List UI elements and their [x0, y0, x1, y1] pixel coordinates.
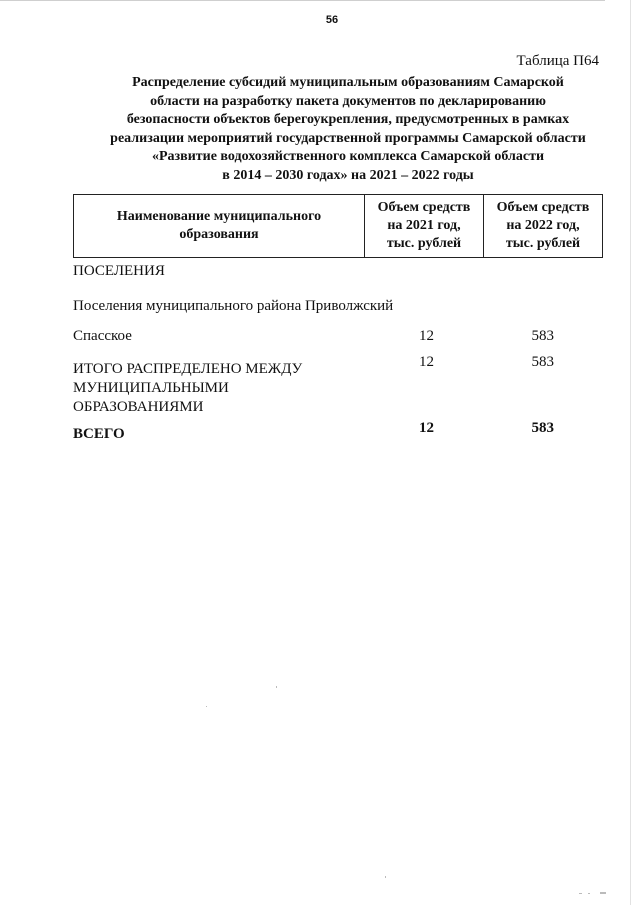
total-label: ВСЕГО — [73, 426, 125, 442]
header-name-column: Наименование муниципального образования — [74, 195, 365, 258]
table-header — [73, 194, 603, 258]
document-title — [86, 74, 610, 186]
section-heading: ПОСЕЛЕНИЯ — [73, 263, 165, 279]
scan-right-edge — [630, 0, 631, 905]
header-2022-column: Объем средств на 2022 год, тыс. рублей — [484, 195, 603, 258]
scan-speck — [385, 876, 386, 878]
scan-speck — [600, 892, 606, 894]
scan-speck — [276, 686, 277, 688]
subtotal-value-2022: 583 — [531, 354, 554, 370]
page-number: 56 — [325, 14, 339, 26]
row-name: Спасское — [73, 328, 132, 344]
title-line: области на разработку пакета документов по декларированию — [150, 93, 546, 109]
title-line: реализации мероприятий государственной программы Самарской области — [110, 130, 586, 146]
title-line: «Развитие водохозяйственного комплекса Самарской области — [151, 149, 545, 165]
scan-speck — [206, 706, 207, 707]
title-line: в 2014 – 2030 годах» на 2021 – 2022 годы — [222, 167, 474, 183]
subtotal-label: ИТОГО РАСПРЕДЕЛЕНО МЕЖДУ МУНИЦИПАЛЬНЫМИ ОБРАЗОВАНИЯМИ — [73, 361, 303, 415]
scan-speck — [579, 893, 582, 894]
total-value-2022: 583 — [531, 420, 554, 436]
subtotal-value-2021: 12 — [419, 354, 434, 370]
title-line: Распределение субсидий муниципальным образованиям Самарской — [132, 75, 564, 90]
row-value-2022: 583 — [531, 328, 554, 344]
row-value-2021: 12 — [419, 328, 434, 344]
scan-speck — [588, 893, 590, 894]
title-line: безопасности объектов берегоукрепления, предусмотренных в рамках — [126, 112, 570, 128]
subsection-heading: Поселения муниципального района Приволжский — [73, 298, 394, 314]
scan-top-edge — [0, 0, 605, 1]
table-label: Таблица П64 — [516, 53, 599, 69]
header-2021-column: Объем средств на 2021 год, тыс. рублей — [365, 195, 484, 258]
total-value-2021: 12 — [419, 420, 434, 436]
